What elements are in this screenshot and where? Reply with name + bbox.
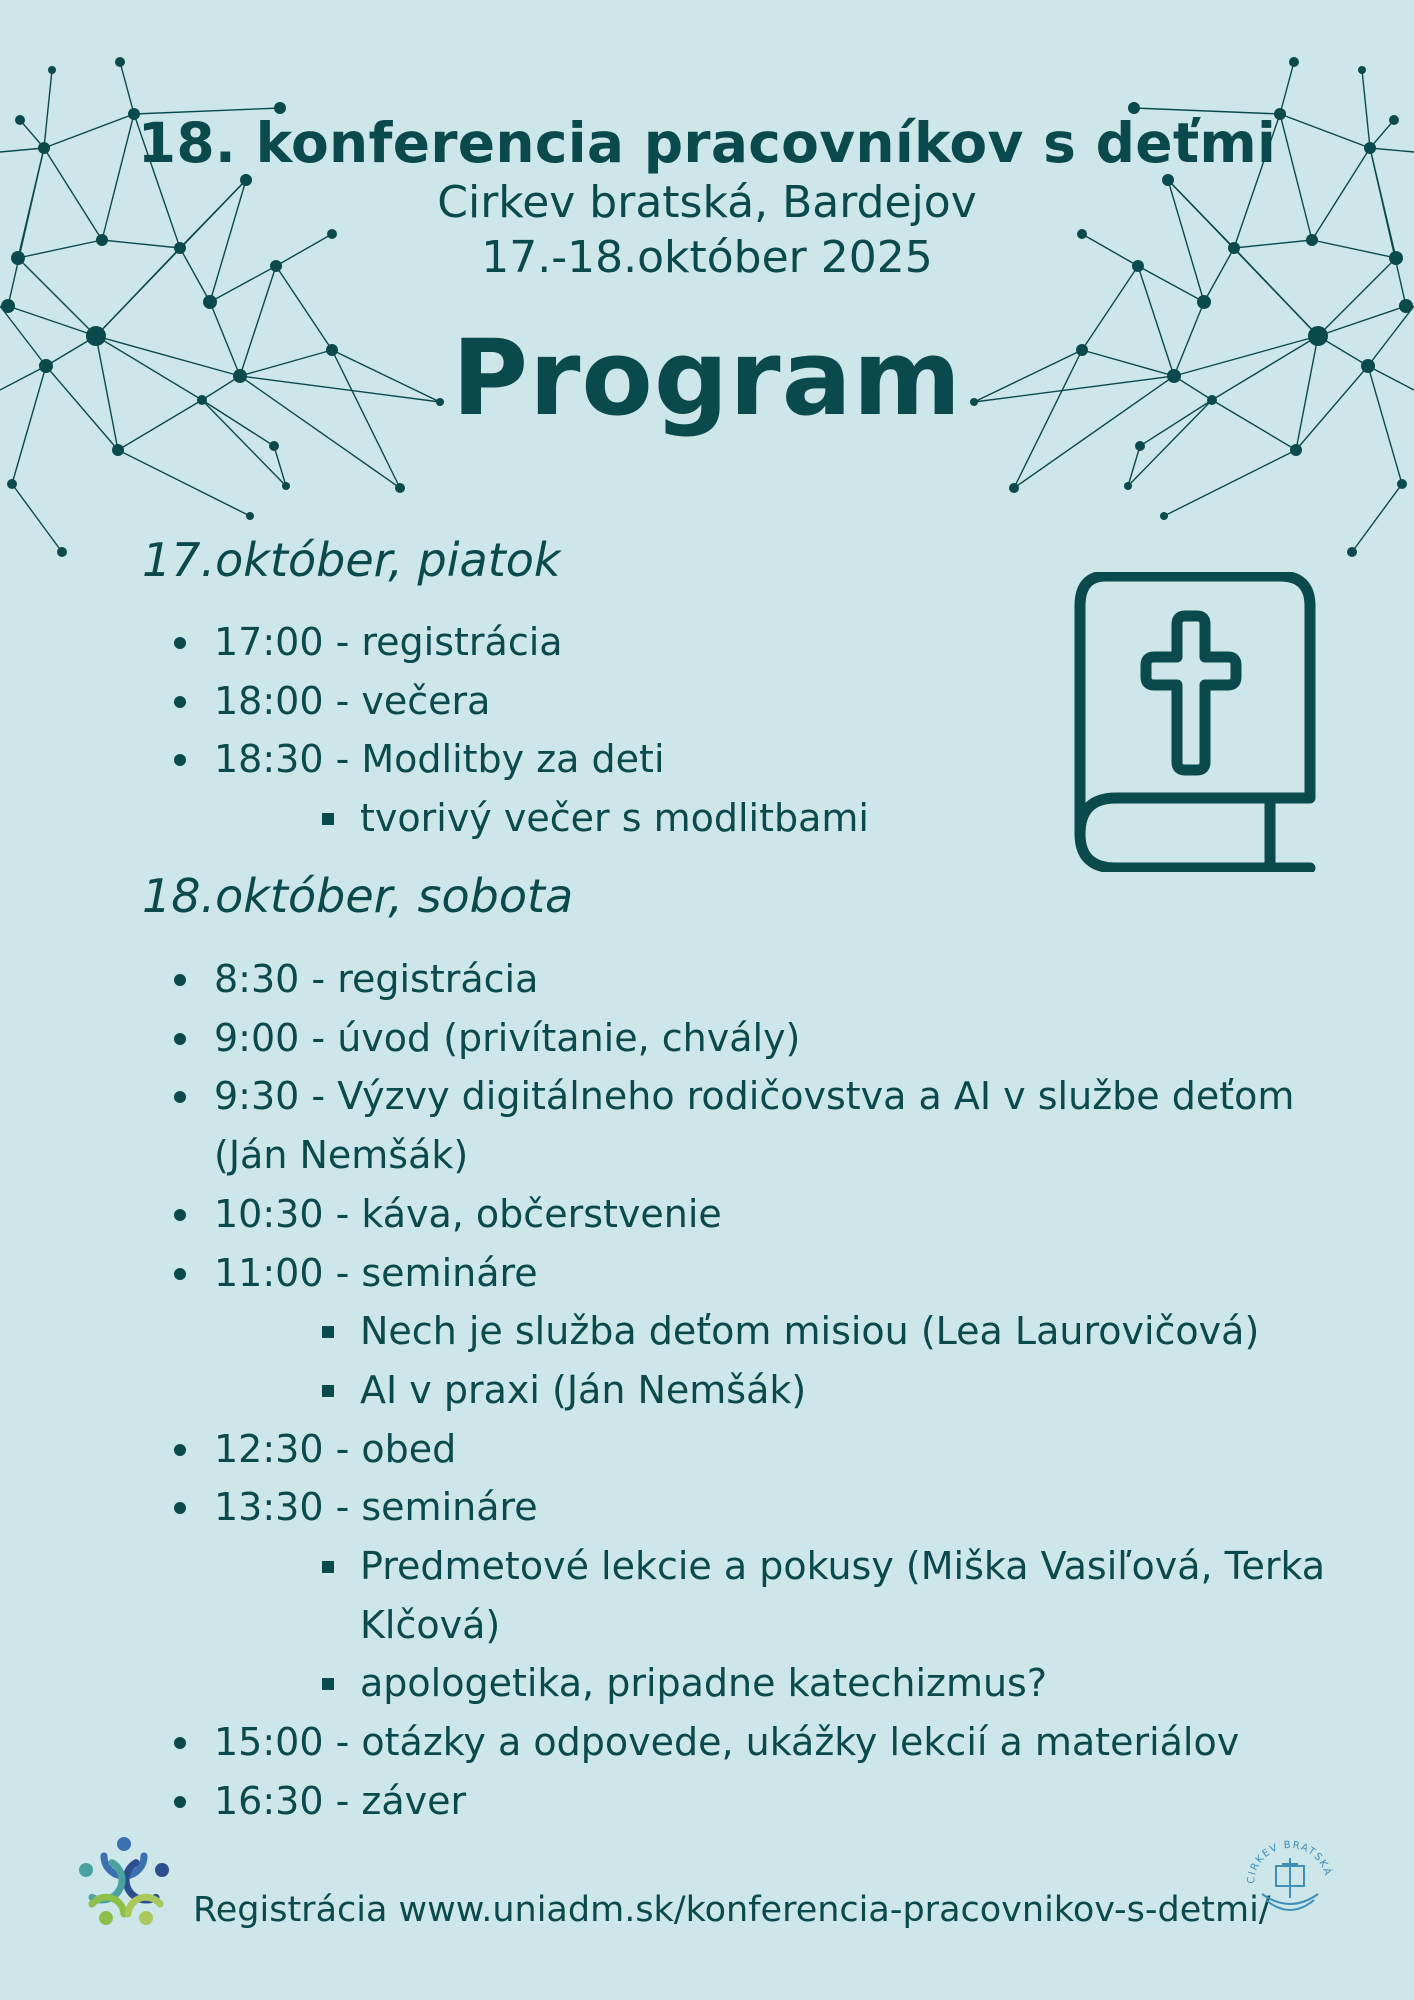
day-heading-saturday: 18.október, sobota (142, 869, 574, 923)
bullet-dot (174, 696, 186, 708)
event-dates: 17.-18.október 2025 (481, 232, 933, 283)
sub-list-item: tvorivý večer s modlitbami (170, 789, 869, 848)
schedule-list-friday (170, 613, 869, 848)
bullet-square (322, 1561, 334, 1573)
bullet-dot (174, 1033, 186, 1045)
list-item: 18:30 - Modlitby za deti (170, 730, 869, 789)
logo-text: CIRKEV BRATSKÁ (1245, 1839, 1334, 1885)
bullet-dot (174, 1209, 186, 1221)
day-heading-friday: 17.október, piatok (142, 533, 561, 587)
program-heading: Program (451, 317, 963, 439)
list-item: 16:30 - záver (170, 1772, 1325, 1831)
list-item: 8:30 - registrácia (170, 950, 1325, 1009)
list-item: 13:30 - semináre (170, 1478, 1325, 1537)
bullet-dot (174, 637, 186, 649)
list-item-continuation: (Ján Nemšák) (214, 1133, 469, 1178)
bullet-dot (174, 1444, 186, 1456)
schedule-list-saturday (170, 950, 1325, 1831)
bullet-dot (174, 1737, 186, 1749)
list-item: 9:30 - Výzvy digitálneho rodičovstva a AI v službe deťom (170, 1067, 1325, 1126)
list-item: 12:30 - obed (170, 1420, 1325, 1479)
bullet-dot (174, 754, 186, 766)
list-item: 11:00 - semináre (170, 1244, 1325, 1303)
network-decoration-right (954, 0, 1414, 580)
bullet-dot (174, 1796, 186, 1808)
subtitle: Cirkev bratská, Bardejov (437, 177, 977, 228)
sub-list-item: AI v praxi (Ján Nemšák) (170, 1361, 1325, 1420)
list-item: 18:00 - večera (170, 672, 869, 731)
sub-list-item: Predmetové lekcie a pokusy (Miška Vasiľová, Terka (170, 1537, 1325, 1596)
sub-list-item: apologetika, pripadne katechizmus? (170, 1654, 1325, 1713)
bullet-square (322, 1385, 334, 1397)
list-item: 9:00 - úvod (privítanie, chvály) (170, 1009, 1325, 1068)
sub-list-item-continuation: Klčová) (360, 1602, 501, 1647)
bullet-dot (174, 1268, 186, 1280)
list-item: 17:00 - registrácia (170, 613, 869, 672)
list-item: 10:30 - káva, občerstvenie (170, 1185, 1325, 1244)
sub-list-item: Nech je služba deťom misiou (Lea Laurovičová) (170, 1302, 1325, 1361)
network-decoration-left (0, 0, 460, 580)
bullet-square (322, 813, 334, 825)
bullet-dot (174, 1502, 186, 1514)
bullet-dot (174, 974, 186, 986)
bullet-square (322, 1678, 334, 1690)
bullet-square (322, 1326, 334, 1338)
cirkev-bratska-logo (1240, 1828, 1340, 1928)
people-circle-logo (76, 1834, 172, 1930)
bullet-dot (174, 1091, 186, 1103)
page-title: 18. konferencia pracovníkov s deťmi (137, 111, 1277, 175)
bible-cross-icon (1070, 572, 1320, 872)
list-item: 15:00 - otázky a odpovede, ukážky lekcií a materiálov (170, 1713, 1325, 1772)
registration-link[interactable]: Registrácia www.uniadm.sk/konferencia-pracovnikov-s-detmi/ (193, 1890, 1271, 1930)
